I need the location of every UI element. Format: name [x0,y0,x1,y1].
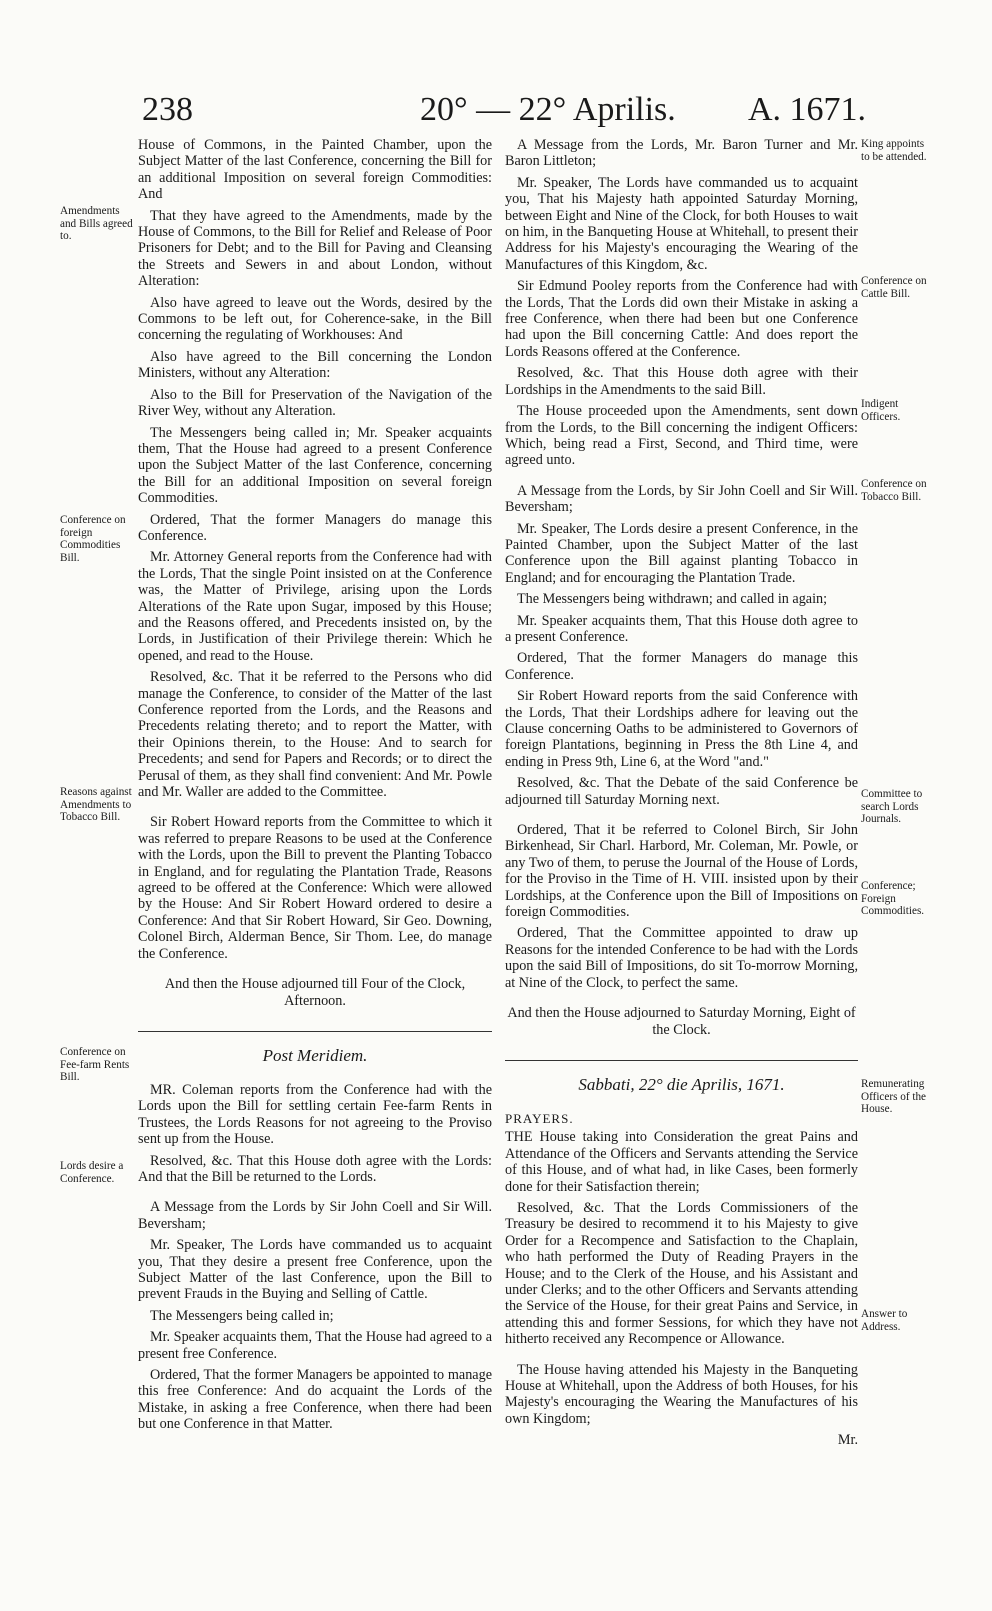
paragraph: The Messengers being called in; [150,1307,334,1324]
paragraph: A Message from the Lords, by Sir John Coell and Sir Will. Beversham; [505,482,858,516]
paragraph: That they have agreed to the Amendments, made by the House of Commons, to the Bill for Relief and Release of Poor Prisoners for Debt; and to the Bill for Paving and Cleansing the Streets and Sewers in and about London, without Alteration: [138,207,492,290]
paragraph: Also have agreed to leave out the Words, desired by the Commons to be left out, for Coherence-sake, in the Bill concerning the regulating of Workhouses: And [138,294,492,344]
paragraph: Mr. Speaker acquaints them, That this House doth agree to a present Conference. [505,612,858,645]
paragraph: Resolved, &c. That the Lords Commissioners of the Treasury be desired to recommend it to his Majesty to give Order for a Recompence and Satisfaction to the Chaplain, who hath performed the Duty of Reading Prayers in the House; and to the Clerk of the House, and his Assistant and under Clerks; and to the other Officers and Servants attending the Service of the House, for their great Pains and Service, in attending this and former Sessions, for which they have not hitherto received any Recompence or Allowance. [505,1199,858,1348]
margin-note: Conference; Foreign Commodities. [861,880,925,918]
paragraph: Sir Edmund Pooley reports from the Conference had with the Lords, That the Lords did own their Mistake in asking a free Conference, when there had been but one Conference had upon the Bill concerning Cattle: And does report the Lords Reasons offered at the Conference. [505,278,858,360]
paragraph: Also to the Bill for Preservation of the Navigation of the River Wey, without any Alteration. [138,386,492,420]
paragraph: Ordered, That it be referred to Colonel Birch, Sir John Birkenhead, Sir Charl. Harbord, Mr. Coleman, Mr. Powle, or any Two of them, to peruse the Journal of the House of Lords, for the Proviso in the Time of H. VIII. insisted upon by their Lordships, at the Conference upon the Bill of Impositions on foreign Commodities. [505,822,858,921]
page-number: 238 [142,91,193,128]
paragraph: House of Commons, in the Painted Chamber, upon the Subject Matter of the last Conference, concerning the Bill for an additional Imposition on several foreign Commodities: And [138,137,492,203]
margin-note: Answer to Address. [861,1308,908,1333]
paragraph: A Message from the Lords by Sir John Coell and Sir Will. Beversham; [138,1199,492,1232]
margin-note: Reasons against Amendments to Tobacco Bill. [60,786,132,824]
paragraph: Resolved, &c. That this House doth agree with the Lords: And that the Bill be returned to the Lords. [138,1152,492,1185]
paragraph: Also have agreed to the Bill concerning the London Ministers, without any Alteration: [138,348,492,382]
margin-note: Conference on Tobacco Bill. [861,478,927,503]
paragraph: The Messengers being withdrawn; and called in again; [517,591,828,608]
paragraph: Mr. Speaker, The Lords have commanded us to acquaint you, That they desire a present free Conference, upon the Subject Matter of the last Conference, upon the Bill to prevent Frauds in the Buying and Selling of Cattle. [138,1237,492,1303]
paragraph: A Message from the Lords, Mr. Baron Turner and Mr. Baron Littleton; [505,137,858,170]
section-divider [505,1060,858,1061]
paragraph: The Messengers being called in; Mr. Speaker acquaints them, That the House had agreed to a present Conference upon the Subject Matter of the last Conference, concerning the Bill for an additional Imposition on several foreign Commodities. [138,424,492,507]
paragraph: THE House taking into Consideration the great Pains and Attendance of the Officers and Servants attending the Service of this House, and of what had, in like Cases, been formerly done for their Satisfaction therein; [505,1129,858,1195]
paragraph: Resolved, &c. That the Debate of the said Conference be adjourned till Saturday Morning next. [505,775,858,808]
page-year: A. 1671. [747,91,866,128]
page-date-heading: 20° — 22° Aprilis. [420,91,676,128]
prayers-heading: PRAYERS. [505,1110,574,1126]
right-column [505,137,858,1454]
paragraph: Mr. Speaker, The Lords desire a present Conference, in the Painted Chamber, upon the Subject Matter of the last Conference upon the Bill against planting Tobacco in England; and for encouraging the Plantation Trade. [505,520,858,586]
left-column [138,137,492,1438]
margin-note: Amendments and Bills agreed to. [60,205,133,243]
section-divider [138,1031,492,1032]
paragraph: MR. Coleman reports from the Conference had with the Lords upon the Bill for settling certain Fee-farm Rents in Trustees, the Lords Reasons for not agreeing to the Proviso sent up from the House. [138,1081,492,1148]
section-heading-post-meridiem: Post Meridiem. [262,1045,368,1065]
section-heading-sabbati: Sabbati, 22° die Aprilis, 1671. [578,1074,785,1094]
margin-note: King appoints to be attended. [861,138,927,163]
margin-note: Remunerating Officers of the House. [861,1078,927,1116]
paragraph: Mr. Speaker, The Lords have commanded us to acquaint you, That his Majesty hath appointed Saturday Morning, between Eight and Nine of the Clock, for both Houses to wait on him, in the Banqueting House at Whitehall, to present their Address for his Majesty's encouraging the Wearing of the Manufactures of this Kingdom, &c. [505,174,858,273]
margin-note: Conference on foreign Commodities Bill. [60,514,126,564]
margin-note: Conference on Fee-farm Rents Bill. [60,1046,130,1084]
adjournment-line: And then the House adjourned till Four of the Clock, Afternoon. [164,976,466,1009]
paragraph: Mr. Attorney General reports from the Conference had with the Lords, That the single Point insisted on at the Conference was, the Matter of Privilege, arising upon the Lords Alterations of the Rate upon Sugar, imposed by this House; and the Reasons offered, and Precedents insisted on, by the Lords, in Justification of their Privilege therein: Which he opened, and read to the House. [138,549,492,664]
paragraph: The House having attended his Majesty in the Banqueting House at Whitehall, upon the Address of both Houses, for his Majesty's encouraging the Wearing the Manufactures of his own Kingdom; [505,1361,858,1427]
paragraph: Ordered, That the Committee appointed to draw up Reasons for the intended Conference to be had with the Lords upon the said Bill of Impositions, do sit To-morrow Morning, at Nine of the Clock, to perfect the same. [505,925,858,991]
paragraph: Ordered, That the former Managers do manage this Conference. [505,650,858,683]
paragraph: The House proceeded upon the Amendments, sent down from the Lords, to the Bill concerning the indigent Officers: Which, being read a First, Second, and Third time, were agreed unto. [505,403,858,469]
margin-note: Committee to search Lords Journals. [861,788,923,826]
margin-note: Lords desire a Conference. [60,1160,124,1185]
paragraph: Mr. Speaker acquaints them, That the House had agreed to a present free Conference. [138,1329,492,1362]
paragraph: Ordered, That the former Managers do manage this Conference. [138,511,492,544]
paragraph: Resolved, &c. That this House doth agree with their Lordships in the Amendments to the said Bill. [505,365,858,398]
margin-note: Conference on Cattle Bill. [861,275,927,300]
paragraph: Sir Robert Howard reports from the said Conference with the Lords, That their Lordships adhere for leaving out the Clause concerning Oaths to be administered to Governors of foreign Plantations, beginning in Press the 8th Line 4, and ending in Press 9th, Line 6, at the Word "and." [505,688,858,770]
paragraph: Resolved, &c. That it be referred to the Persons who did manage the Conference, to consider of the Matter of the last Conference reported from the Lords, and the Reasons and Precedents relating thereto; and to report the Matter, with their Opinions therein, to the House: And to search for Precedents; and send for Papers and Records; or to direct the Perusal of them, as they shall find convenient: And Mr. Powle and Mr. Waller are added to the Committee. [138,669,492,801]
paragraph: Sir Robert Howard reports from the Committee to which it was referred to prepare Reasons to be used at the Conference with the Lords, upon the Bill to prevent the Planting Tobacco in England, and for regulating the Plantation Trade, Reasons agreed to be offered at the Conference: Which were allowed by the House: And Sir Robert Howard ordered to desire a Conference: And that Sir Robert Howard, Sir Geo. Downing, Colonel Birch, Alderman Bence, Sir Thom. Lee, do manage the Conference. [138,814,492,962]
margin-note: Indigent Officers. [861,398,901,423]
catchword: Mr. [837,1432,858,1449]
page-header [138,88,870,132]
adjournment-line: And then the House adjourned to Saturday Morning, Eight of the Clock. [507,1005,856,1038]
paragraph: Ordered, That the former Managers be appointed to manage this free Conference: And do acquaint the Lords of the Mistake, in asking a free Conference, when there had been but one Conference in that Matter. [138,1367,492,1433]
